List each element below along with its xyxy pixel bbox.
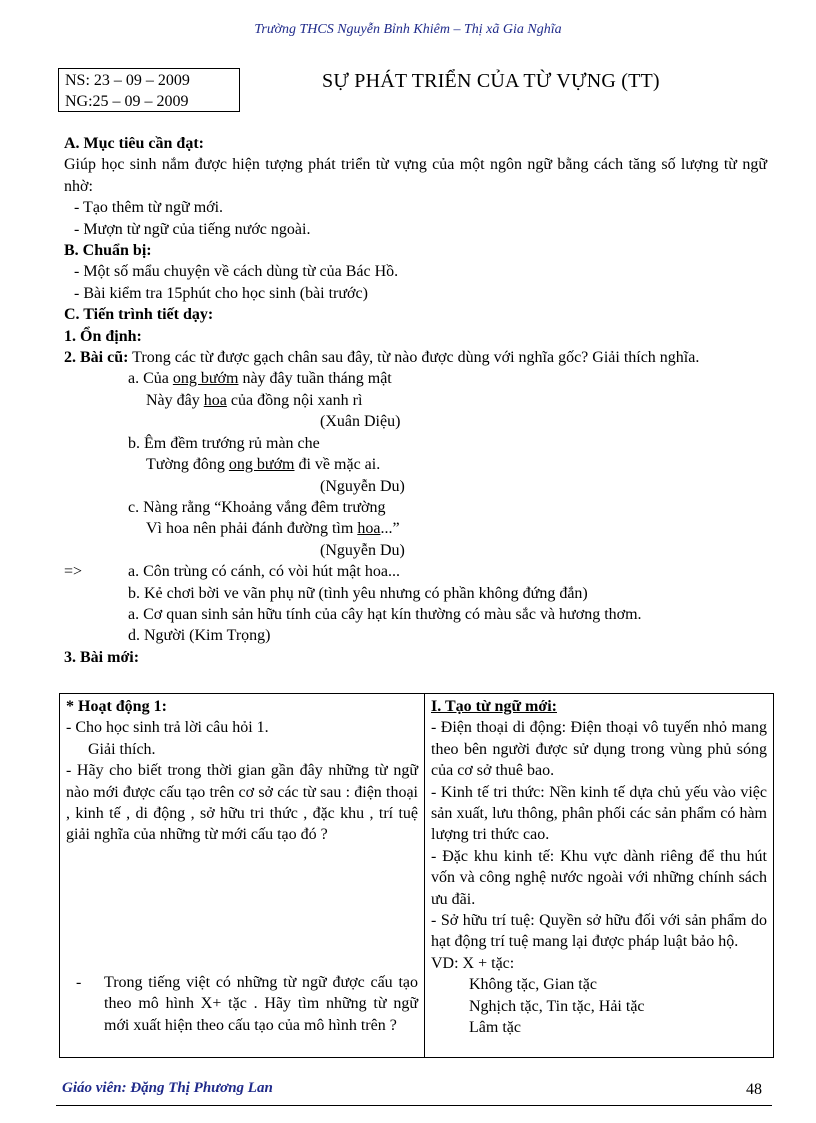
example-label: VD: X + tặc:	[431, 954, 515, 972]
step-2	[64, 347, 767, 368]
answer-b: b. Kẻ chơi bời ve vãn phụ nữ (tình yêu nhưng có phần không đứng đắn)	[128, 584, 588, 602]
answer-a: => a. Côn trùng có cánh, có vòi hút mật hoa...	[64, 561, 767, 582]
activity-text: - Hãy cho biết trong thời gian gần đây những từ ngữ nào mới được cấu tạo trên cơ sở các từ sau : điện thoại , kinh tế , di động , sở hữu tri thức , đặc khu , trí tuệ giải nghĩa của những từ mới cấu tạo đó ?	[66, 762, 418, 844]
section-a-item: - Mượn từ ngữ của tiếng nước ngoài.	[74, 220, 311, 238]
poem-a-line-1: a. Của ong bướm này đây tuần tháng mật	[128, 370, 392, 388]
section-b-item: - Bài kiểm tra 15phút cho học sinh (bài trước)	[74, 284, 368, 302]
activity-heading: * Hoạt động 1:	[66, 698, 167, 715]
answer-c: a. Cơ quan sinh sản hữu tính của cây hạt kín thường có màu sắc và hương thơm.	[128, 605, 642, 623]
activity-text: - Cho học sinh trả lời câu hỏi 1.	[66, 719, 269, 737]
section-b-heading: B. Chuẩn bị:	[64, 242, 152, 260]
arrow: =>	[64, 563, 83, 581]
footer-divider	[56, 1105, 772, 1106]
table-right-column	[425, 694, 773, 1057]
section-a-item: - Tạo thêm từ ngữ mới.	[74, 199, 224, 217]
content-text: - Điện thoại di động: Điện thoại vô tuyến nhỏ mang theo bên người được sử dụng trong vùng phủ sóng của cơ sở thuê bao.	[431, 719, 767, 780]
poem-a-line-2: Này đây hoa của đồng nội xanh rì	[146, 391, 363, 409]
teacher-name: Giáo viên: Đặng Thị Phương Lan	[62, 1080, 273, 1096]
date-box	[58, 68, 240, 112]
table-left-column	[60, 694, 425, 1057]
example-line: Không tặc, Gian tặc	[469, 976, 597, 994]
poem-c-line-1: c. Nàng rằng “Khoảng vắng đêm trường	[128, 498, 386, 516]
poem-c-line-2: Vì hoa nên phải đánh đường tìm hoa...”	[146, 520, 400, 538]
section-c-heading: C. Tiến trình tiết dạy:	[64, 306, 214, 324]
example-line: Lâm tặc	[469, 1019, 521, 1037]
section-a-heading: A. Mục tiêu cần đạt:	[64, 135, 204, 152]
content-text: - Kinh tế tri thức: Nền kinh tế dựa chủ yếu vào việc sản xuất, lưu thông, phân phối các sản phẩm có hàm lượng tri thức cao.	[431, 783, 767, 844]
poem-a-credit: (Xuân Diệu)	[320, 413, 401, 431]
poem-b-credit: (Nguyễn Du)	[320, 477, 405, 495]
poem-c-credit: (Nguyễn Du)	[320, 541, 405, 559]
activity-table	[59, 693, 774, 1058]
example-line: Nghịch tặc, Tin tặc, Hải tặc	[469, 997, 645, 1015]
step-3: 3. Bài mới:	[64, 648, 140, 666]
school-header: Trường THCS Nguyễn Bỉnh Khiêm – Thị xã Gia Nghĩa	[254, 22, 562, 37]
step-2-label: 2. Bài cũ:	[64, 349, 129, 367]
answer-d: d. Người (Kim Trọng)	[128, 627, 271, 645]
activity-text: Giải thích.	[88, 740, 156, 758]
section-a-intro: Giúp học sinh nắm được hiện tượng phát triển từ vựng của một ngôn ngữ bằng cách tăng số lượng từ ngữ nhờ:	[64, 156, 767, 195]
ns-date: NS: 23 – 09 – 2009	[65, 72, 190, 89]
content-heading: I. Tạo từ ngữ mới:	[431, 698, 557, 715]
lesson-title: SỰ PHÁT TRIỂN CỦA TỪ VỰNG (TT)	[322, 70, 660, 92]
step-2-text: Trong các từ được gạch chân sau đây, từ nào được dùng với nghĩa gốc? Giải thích nghĩa.	[128, 349, 700, 367]
poem-b-line-1: b. Êm đềm trướng rủ màn che	[128, 434, 320, 452]
section-b-item: - Một số mẩu chuyện về cách dùng từ của Bác Hồ.	[74, 263, 399, 281]
step-1: 1. Ổn định:	[64, 327, 142, 345]
content-text: - Sở hữu trí tuệ: Quyền sở hữu đối với sản phẩm do hạt động trí tuệ mang lại được pháp luật bảo hộ.	[431, 912, 767, 951]
poem-b-line-2: Tường đông ong bướm đi về mặc ai.	[146, 456, 381, 474]
content-text: - Đặc khu kinh tế: Khu vực dành riêng để thu hút vốn và công nghệ nước ngoài với những chính sách ưu đãi.	[431, 847, 767, 908]
lesson-body	[64, 133, 767, 668]
ng-date: NG:25 – 09 – 2009	[65, 93, 189, 110]
page-number: 48	[746, 1081, 762, 1098]
activity-question: - Trong tiếng việt có những từ ngữ được cấu tạo theo mô hình X+ tặc . Hãy tìm những từ ngữ mới xuất hiện theo cấu tạo của mô hình trên ?	[76, 974, 418, 1034]
